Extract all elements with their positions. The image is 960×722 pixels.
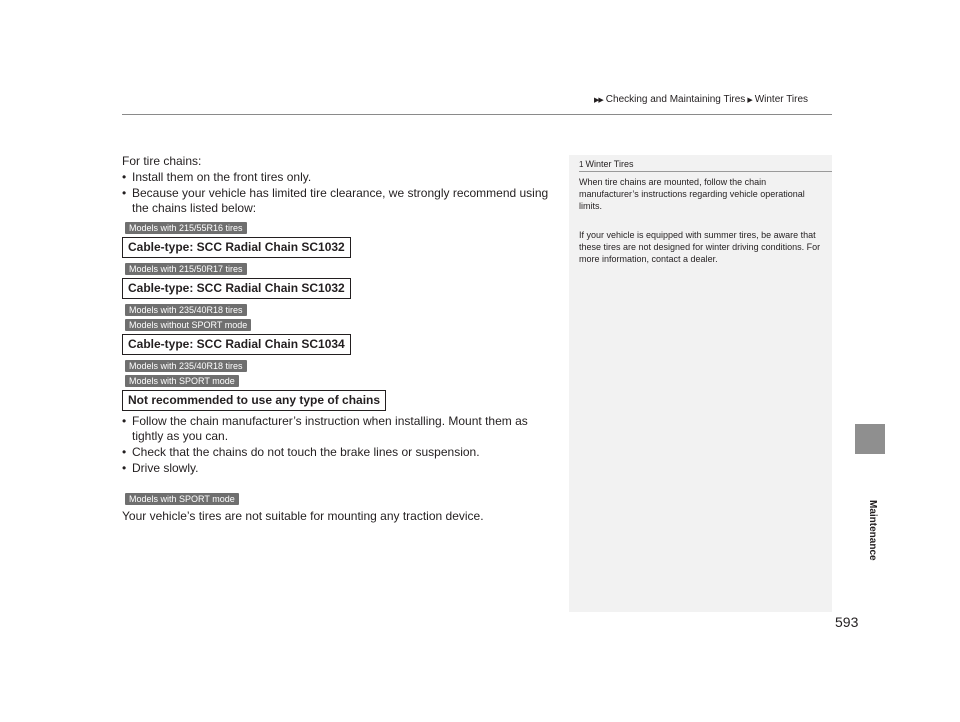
section-tab-marker bbox=[855, 424, 885, 454]
chain-type-box: Cable-type: SCC Radial Chain SC1032 bbox=[122, 278, 351, 299]
final-text: Your vehicle’s tires are not suitable for mounting any traction device. bbox=[122, 509, 484, 523]
chain-warning-box: Not recommended to use any type of chains bbox=[122, 390, 386, 411]
bullet-icon: • bbox=[122, 170, 127, 184]
breadcrumb-item-checking-tires[interactable]: Checking and Maintaining Tires bbox=[605, 94, 746, 105]
list-item: • Because your vehicle has limited tire clearance, we strongly recommend using the chains listed below: bbox=[122, 186, 549, 215]
bullet-icon: • bbox=[122, 186, 127, 200]
sidebar-title: 1 Winter Tires bbox=[579, 159, 634, 169]
bullet-icon: • bbox=[122, 414, 127, 428]
model-tag: Models with SPORT mode bbox=[125, 493, 239, 505]
bullet-icon: • bbox=[122, 461, 127, 475]
page-number: 593 bbox=[835, 614, 859, 630]
chain-type-box: Cable-type: SCC Radial Chain SC1034 bbox=[122, 334, 351, 355]
model-tag: Models with SPORT mode bbox=[125, 375, 239, 387]
header-rule bbox=[122, 114, 832, 115]
model-tag: Models with 215/55R16 tires bbox=[125, 222, 247, 234]
breadcrumb-item-winter-tires[interactable]: Winter Tires bbox=[754, 94, 809, 105]
sidebar-paragraph: If your vehicle is equipped with summer tires, be aware that these tires are not designed for winter driving conditions. For more information, contact a dealer. bbox=[579, 230, 821, 264]
sidebar-rule bbox=[579, 171, 832, 172]
model-tag: Models with 235/40R18 tires bbox=[125, 304, 247, 316]
list-item: • Check that the chains do not touch the brake lines or suspension. bbox=[122, 445, 480, 459]
reference-number: 1 bbox=[579, 160, 584, 169]
model-tag: Models without SPORT mode bbox=[125, 319, 251, 331]
model-tag: Models with 235/40R18 tires bbox=[125, 360, 247, 372]
list-item: • Install them on the front tires only. bbox=[122, 170, 312, 184]
bullet-icon: • bbox=[122, 445, 127, 459]
breadcrumb-arrow-icon: ▶▶ bbox=[594, 97, 603, 104]
intro-text: For tire chains: bbox=[122, 154, 202, 168]
sidebar-paragraph: When tire chains are mounted, follow the chain manufacturer’s instructions regarding vehicle operational limits. bbox=[579, 177, 805, 211]
list-item: • Drive slowly. bbox=[122, 461, 199, 475]
model-tag: Models with 215/50R17 tires bbox=[125, 263, 247, 275]
section-tab-label: Maintenance bbox=[867, 500, 878, 561]
sidebar-note bbox=[569, 155, 832, 612]
list-item: • Follow the chain manufacturer’s instruction when installing. Mount them as tightly as you can. bbox=[122, 414, 528, 443]
breadcrumb bbox=[594, 94, 808, 105]
chain-type-box: Cable-type: SCC Radial Chain SC1032 bbox=[122, 237, 351, 258]
breadcrumb-arrow-icon: ▶ bbox=[747, 97, 752, 104]
